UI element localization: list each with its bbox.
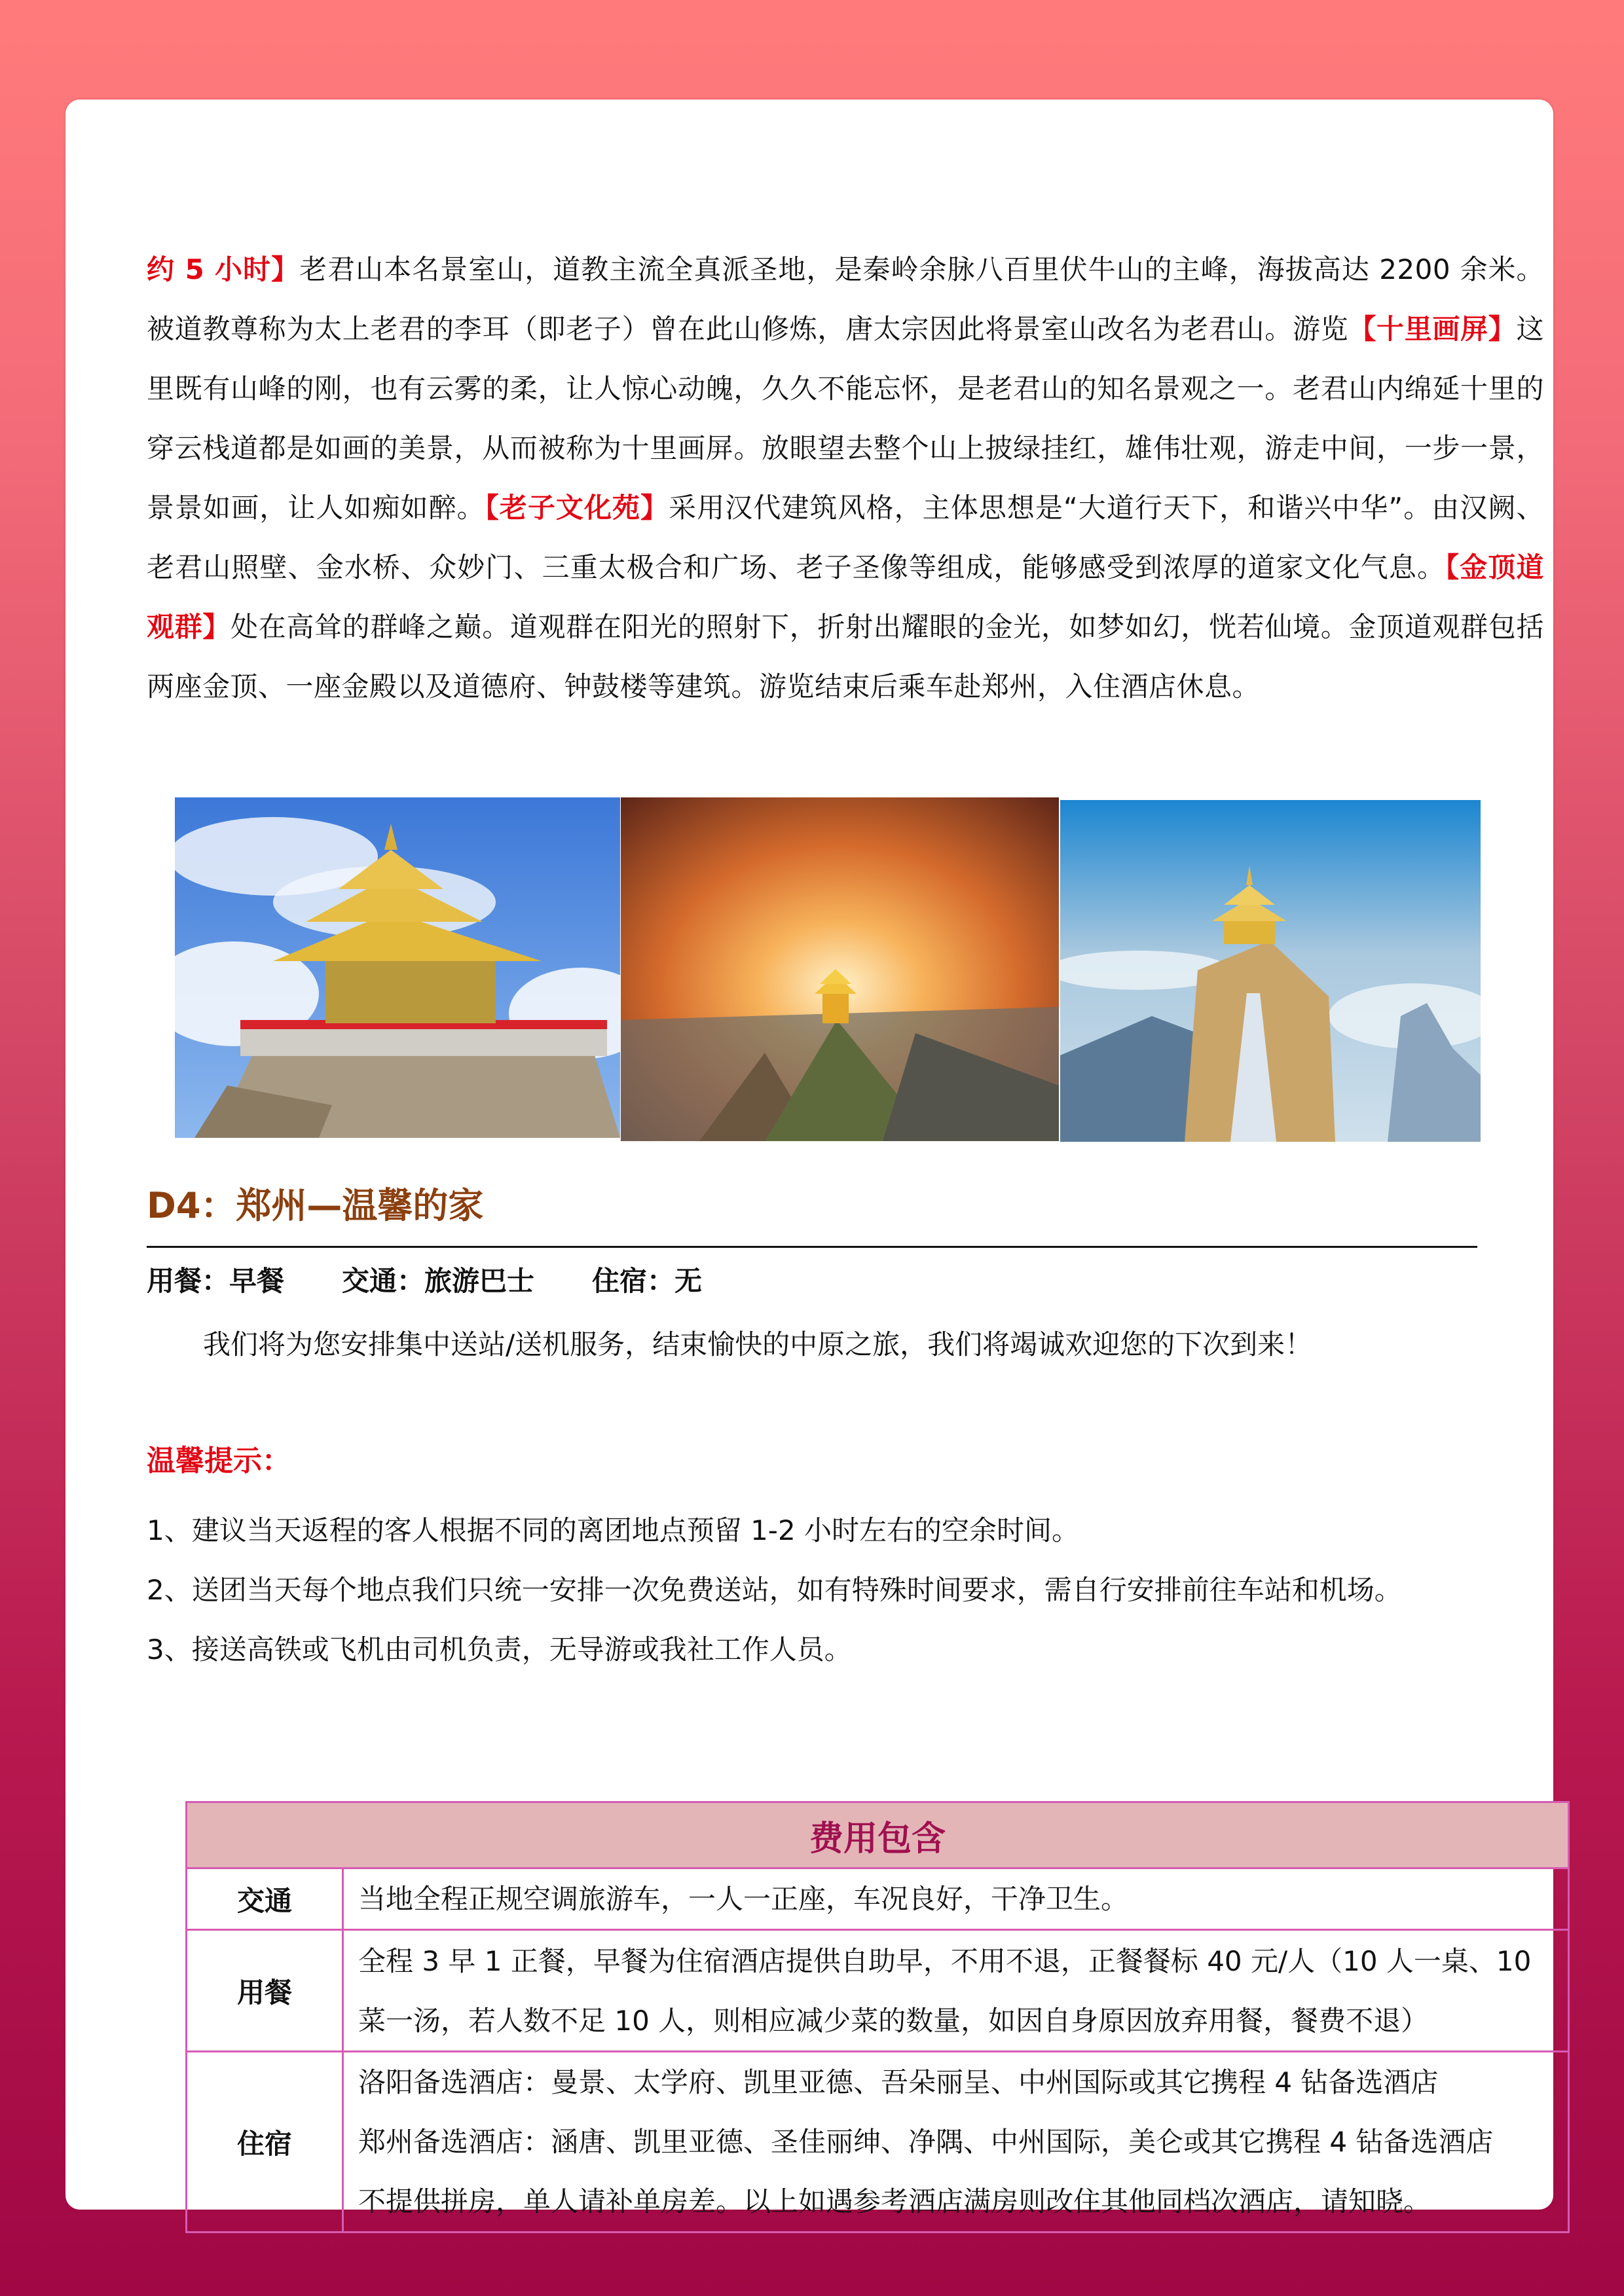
tips-title: 温馨提示： — [147, 1444, 291, 1478]
highlight-duration: 约 5 小时】 — [147, 253, 300, 285]
highlight-jinding-daoguanqun: 【金顶道观群】 — [147, 551, 1544, 643]
lodging-zhengzhou: 郑州备选酒店：涵唐、凯里亚德、圣佳丽绅、净隅、中州国际，美仑或其它携程 4 钻备选酒店 — [358, 2126, 1494, 2158]
fee-table-title: 费用包含 — [187, 1802, 1569, 1868]
paragraph-text: 处在高耸的群峰之巅。道观群在阳光的照射下，折射出耀眼的金光，如梦如幻，恍若仙境。金顶道观群包括两座金顶、一座金殿以及道德府、钟鼓楼等建筑。游览结束后乘车赴郑州，入住酒店休息。 — [147, 611, 1544, 702]
day-description: 我们将为您安排集中送站/送机服务，结束愉快的中原之旅，我们将竭诚欢迎您的下次到来！ — [203, 1328, 1313, 1360]
lodging-note: 不提供拼房，单人请补单房差。以上如遇参考酒店满房则改住其他同档次酒店，请知晓。 — [358, 2185, 1431, 2217]
tip-item: 1、建议当天返程的客人根据不同的离团地点预留 1-2 小时左右的空余时间。 — [147, 1514, 1080, 1546]
row-label-transport: 交通 — [187, 1868, 343, 1930]
itinerary-paragraph — [147, 240, 1544, 716]
row-value-transport: 当地全程正规空调旅游车，一人一正座，车况良好，干净卫生。 — [343, 1868, 1569, 1930]
photo-strip — [175, 797, 1481, 1144]
tips-list — [147, 1501, 1402, 1679]
paragraph-text: 老君山本名景室山，道教主流全真派圣地，是秦岭余脉八百里伏牛山的主峰，海拔高达 2200 余米。被道教尊称为太上老君的李耳（即老子）曾在此山修炼，唐太宗因此将景室山改名为老君山。游览 — [147, 253, 1545, 345]
row-label-meals: 用餐 — [187, 1930, 343, 2052]
row-value-meals: 全程 3 早 1 正餐，早餐为住宿酒店提供自助早，不用不退，正餐餐标 40 元/人（10 人一桌、10 菜一汤，若人数不足 10 人，则相应减少菜的数量，如因自身原因放弃用餐，餐费不退） — [343, 1930, 1569, 2052]
row-label-lodging: 住宿 — [187, 2052, 343, 2232]
lodging-luoyang: 洛阳备选酒店：曼景、太学府、凯里亚德、吾朵丽呈、中州国际或其它携程 4 钻备选酒店 — [358, 2066, 1439, 2098]
document-page — [65, 100, 1553, 2217]
highlight-laozi-wenhuayuan: 【老子文化苑】 — [485, 492, 669, 524]
day-divider — [147, 1246, 1477, 1248]
row-value-lodging — [343, 2052, 1569, 2232]
day-title: D4：郑州—温馨的家 — [147, 1185, 484, 1226]
photo-golden-temple-snow-bridge — [1060, 800, 1481, 1142]
tip-item: 3、接送高铁或飞机由司机负责，无导游或我社工作人员。 — [147, 1633, 852, 1666]
photo-golden-temple-sunset-peak — [621, 797, 1059, 1141]
paragraph-text: 采用汉代建筑风格，主体思想是“大道行天下，和谐兴中华”。由汉阙、老君山照壁、金水桥、众妙门、三重太极合和广场、老子圣像等组成，能够感受到浓厚的道家文化气息。 — [147, 492, 1544, 583]
highlight-shili-huaping: 【十里画屏】 — [1348, 313, 1517, 345]
table-row — [187, 2052, 1569, 2232]
table-row — [187, 1868, 1569, 1930]
day-lodging: 住宿：无 — [592, 1265, 703, 1297]
photo-golden-temple-blue-sky — [175, 797, 620, 1138]
paragraph-text: 这里既有山峰的刚，也有云雾的柔，让人惊心动魄，久久不能忘怀，是老君山的知名景观之一。老君山内绵延十里的穿云栈道都是如画的美景，从而被称为十里画屏。放眼望去整个山上披绿挂红，雄伟壮观，游走中间，一步一景，景景如画，让人如痴如醉。 — [147, 313, 1544, 524]
tip-item: 2、送团当天每个地点我们只统一安排一次免费送站，如有特殊时间要求，需自行安排前往车站和机场。 — [147, 1574, 1402, 1606]
day-meals: 用餐：早餐 — [147, 1265, 285, 1297]
day-transport: 交通：旅游巴士 — [342, 1265, 535, 1297]
table-row — [187, 1930, 1569, 2052]
fee-included-table — [185, 1801, 1570, 2233]
day-meta — [147, 1258, 760, 1304]
